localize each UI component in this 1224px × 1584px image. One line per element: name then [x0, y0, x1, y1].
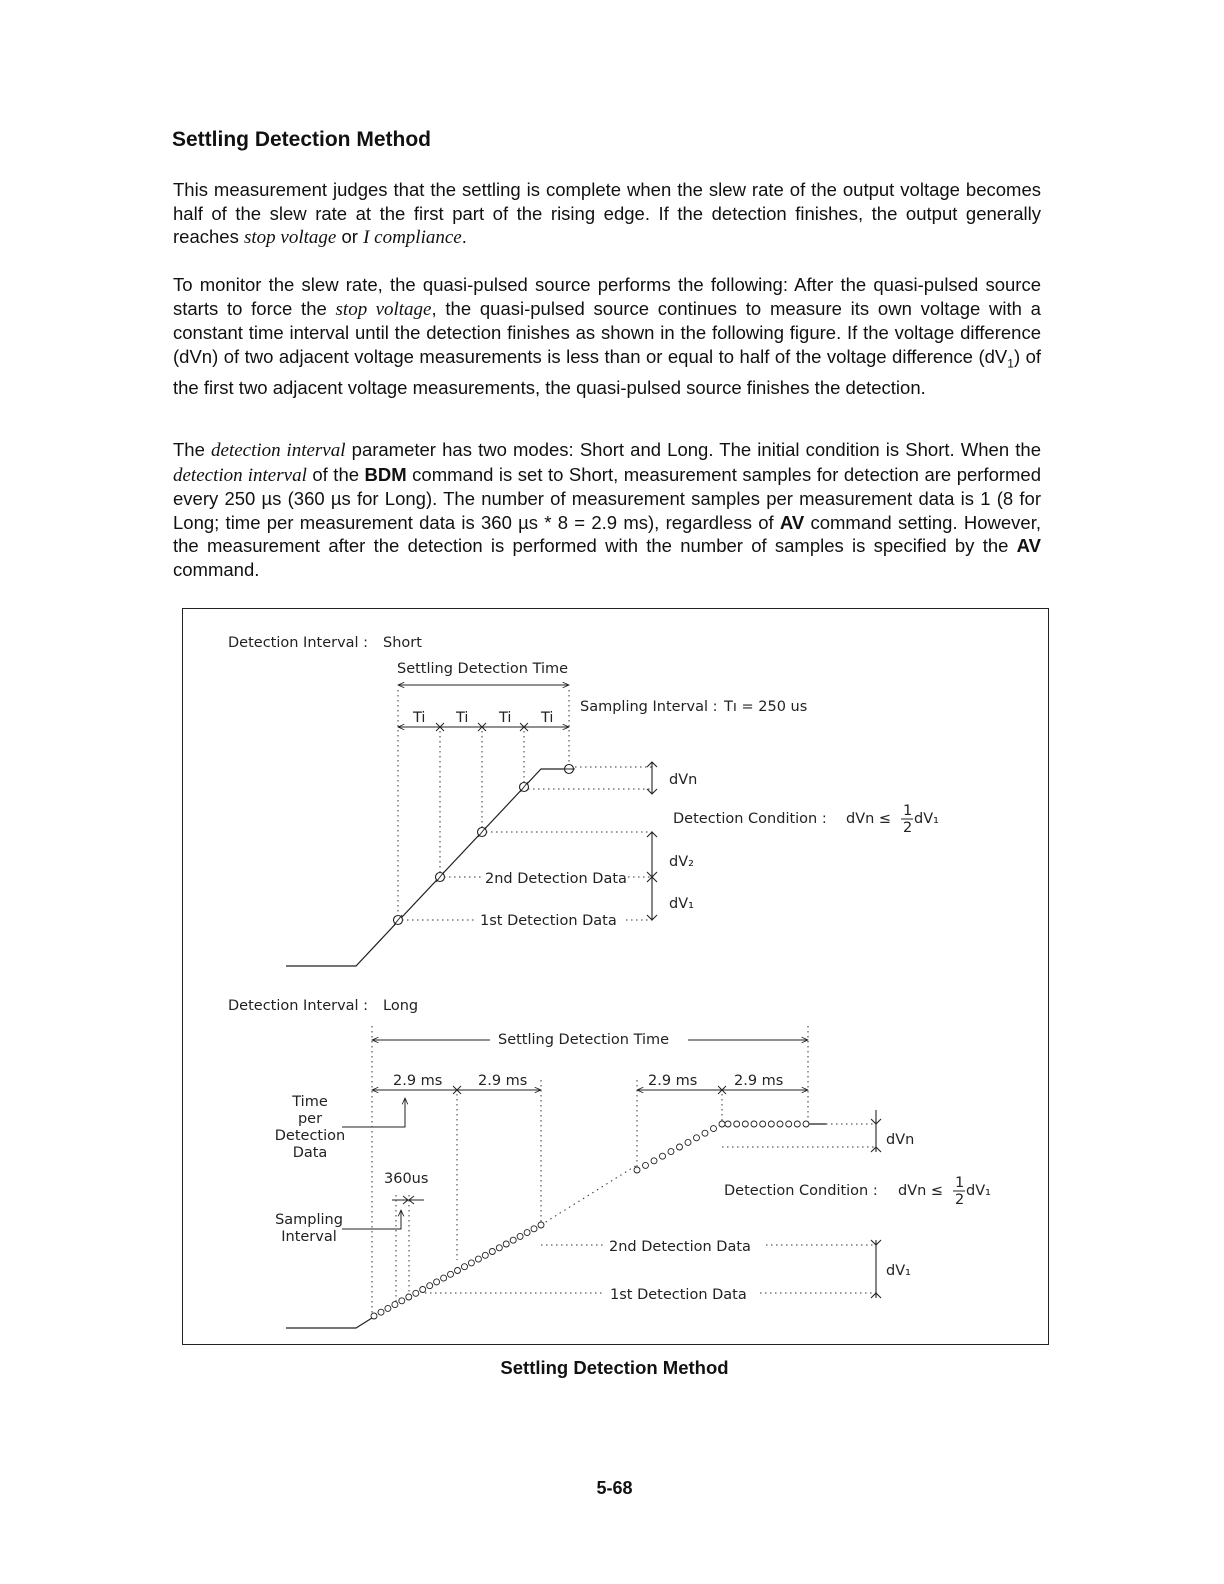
para3-text-6: command. [173, 558, 260, 580]
ti-label-1: Ti [413, 710, 426, 726]
time-per-detection-label [275, 1094, 345, 1161]
para1-text: This measurement judges that the settling is complete when the slew rate of the output voltage becomes half of the slew rate at the first part of the rising edge. If the detection finishes, the output generally reaches [173, 179, 1041, 248]
sample-point [475, 1256, 481, 1262]
long-brackets [871, 1110, 881, 1298]
sample-point [786, 1121, 792, 1127]
short-dv1-label: dV₁ [669, 896, 694, 912]
short-mode-value: Short [383, 635, 422, 651]
short-point-slashes [394, 769, 575, 925]
sample-point [651, 1158, 657, 1164]
para3-text-2: parameter has two modes: Short and Long. The initial condition is Short. When the [345, 439, 1041, 460]
term-i-compliance: I compliance [363, 227, 462, 249]
sample-point [760, 1121, 766, 1127]
long-waveform-gap [541, 1165, 637, 1225]
para1-or: or [336, 226, 364, 248]
sample-point [427, 1283, 433, 1289]
long-panel [228, 998, 991, 1328]
para2-text-2: , the quasi-pulsed source continues to measure its own voltage with a constant time interval until the detection finishes as shown in the following figure. If the voltage difference (dVn) of two adjacent voltage measurements is less than or equal to half of the voltage difference (dV [173, 297, 1041, 367]
sampling-interval-side-label [275, 1212, 343, 1245]
para3-text-3: of the [306, 463, 365, 485]
sample-point [685, 1139, 691, 1145]
sample-point [441, 1275, 447, 1281]
sample-point [768, 1121, 774, 1127]
long-cond-rhs: dV₁ [966, 1183, 991, 1199]
sample-point [420, 1287, 426, 1293]
long-1st-data-label: 1st Detection Data [610, 1287, 747, 1303]
sample-point [677, 1144, 683, 1150]
ti-value: Tı = 250 us [724, 699, 808, 715]
long-settling-time-label: Settling Detection Time [498, 1032, 670, 1048]
term-stop-voltage-2: stop voltage [335, 298, 432, 320]
para3-text-5: command setting. However, the measurement after the detection is performed with the number of samples is specified by the [173, 511, 1041, 557]
short-brackets [647, 762, 657, 920]
sample-point [371, 1313, 377, 1319]
sample-point [503, 1241, 509, 1247]
sample-point [489, 1249, 495, 1255]
sample-point [434, 1279, 440, 1285]
long-waveform-base [286, 1318, 372, 1328]
sample-point [668, 1149, 674, 1155]
para2-sub: 1 [1007, 356, 1014, 371]
short-dvn-label: dVn [669, 772, 698, 788]
long-frac-den: 2 [955, 1192, 965, 1208]
short-cond-lhs: dVn ≤ [846, 811, 892, 827]
sample-point [406, 1294, 412, 1300]
cmd-bdm: BDM [364, 463, 407, 485]
sample-point [510, 1237, 516, 1243]
long-dv1-label: dV₁ [886, 1263, 911, 1279]
sample-point [777, 1121, 783, 1127]
sample-point [399, 1298, 405, 1304]
sample-point [803, 1121, 809, 1127]
long-2nd-data-label: 2nd Detection Data [609, 1239, 751, 1255]
long-dvn-label: dVn [886, 1132, 915, 1148]
time-per-line-2: per [297, 1111, 323, 1127]
long-horizontal-leaders [425, 1124, 876, 1293]
section-heading: Settling Detection Method [172, 128, 431, 151]
short-waveform [286, 769, 570, 966]
sample-point [719, 1121, 725, 1127]
cmd-av: AV [779, 511, 805, 533]
ms-label-2: 2.9 ms [478, 1073, 528, 1089]
short-2nd-data-label: 2nd Detection Data [485, 871, 627, 887]
sample-point [378, 1309, 384, 1315]
ti-label-4: Ti [541, 710, 554, 726]
ms-label-4: 2.9 ms [734, 1073, 784, 1089]
para1-end: . [461, 226, 467, 248]
sample-point [517, 1233, 523, 1239]
short-1st-data-label: 1st Detection Data [480, 913, 617, 929]
sample-point [711, 1126, 717, 1132]
short-cond-rhs: dV₁ [914, 811, 939, 827]
sample-point [660, 1153, 666, 1159]
sample-point [462, 1264, 468, 1270]
sample-point [482, 1252, 488, 1258]
ms-label-1: 2.9 ms [393, 1073, 443, 1089]
term-detection-interval-2: detection interval [173, 464, 307, 486]
time-per-line-1: Time [292, 1094, 328, 1110]
us360-label: 360us [384, 1171, 429, 1187]
para2-text-3: ) of the first two adjacent voltage measurements, the quasi-pulsed source finishes the detection. [173, 345, 1042, 399]
short-settling-time-label: Settling Detection Time [397, 661, 569, 677]
sample-point [634, 1167, 640, 1173]
ti-label-2: Ti [456, 710, 469, 726]
sample-point [448, 1271, 454, 1277]
ti-label-3: Ti [499, 710, 512, 726]
long-mode-label: Detection Interval : [228, 998, 369, 1014]
sample-point [694, 1135, 700, 1141]
short-frac-num: 1 [903, 803, 913, 819]
sample-point [413, 1290, 419, 1296]
page-number: 5-68 [596, 1478, 633, 1498]
ms-label-3: 2.9 ms [648, 1073, 698, 1089]
long-detection-condition: Detection Condition : [724, 1183, 878, 1199]
cmd-av-2: AV [1016, 535, 1041, 557]
sample-point [702, 1130, 708, 1136]
time-per-pointer [342, 1098, 405, 1127]
sample-point [538, 1222, 544, 1228]
term-detection-interval: detection interval [211, 440, 346, 461]
time-per-line-3: Detection [274, 1128, 346, 1144]
short-mode-label: Detection Interval : [228, 635, 369, 651]
long-mode-value: Long [383, 998, 419, 1014]
sample-point [794, 1121, 800, 1127]
short-detection-condition: Detection Condition : [673, 811, 827, 827]
sampling-interval-label: Sampling Interval : [580, 699, 718, 715]
para3-text-1: The [173, 439, 212, 460]
sample-point [725, 1121, 731, 1127]
sample-point [385, 1305, 391, 1311]
short-frac-den: 2 [903, 820, 913, 836]
sampling-line-2: Interval [281, 1229, 337, 1245]
sample-point [496, 1245, 502, 1251]
short-dv2-label: dV₂ [669, 854, 694, 870]
sample-point [468, 1260, 474, 1266]
sample-point [643, 1162, 649, 1168]
sample-point [392, 1302, 398, 1308]
sample-point [531, 1226, 537, 1232]
figure-caption: Settling Detection Method [500, 1357, 729, 1378]
short-sample-points [394, 765, 574, 925]
sample-point [734, 1121, 740, 1127]
long-frac-num: 1 [955, 1175, 965, 1191]
term-stop-voltage: stop voltage [243, 227, 337, 249]
para2-text-1: To monitor the slew rate, the quasi-pulsed source performs the following: After the quasi-pulsed source starts to force the [173, 274, 1041, 319]
short-panel [228, 635, 939, 966]
sample-point [455, 1268, 461, 1274]
para3-text-4: command is set to Short, measurement samples for detection are performed every 250 µs (360 µs for Long). The number of measurement samples per measurement data is 1 (8 for Long; time per measurement data is 360 µs * 8 = 2.9 ms), regardless of [173, 463, 1042, 533]
sample-point [524, 1230, 530, 1236]
long-vertical-guides [372, 1026, 808, 1320]
time-per-line-4: Data [292, 1145, 328, 1161]
sampling-line-1: Sampling [275, 1212, 343, 1228]
sample-point [751, 1121, 757, 1127]
sample-point [742, 1121, 748, 1127]
long-cond-lhs: dVn ≤ [898, 1183, 944, 1199]
